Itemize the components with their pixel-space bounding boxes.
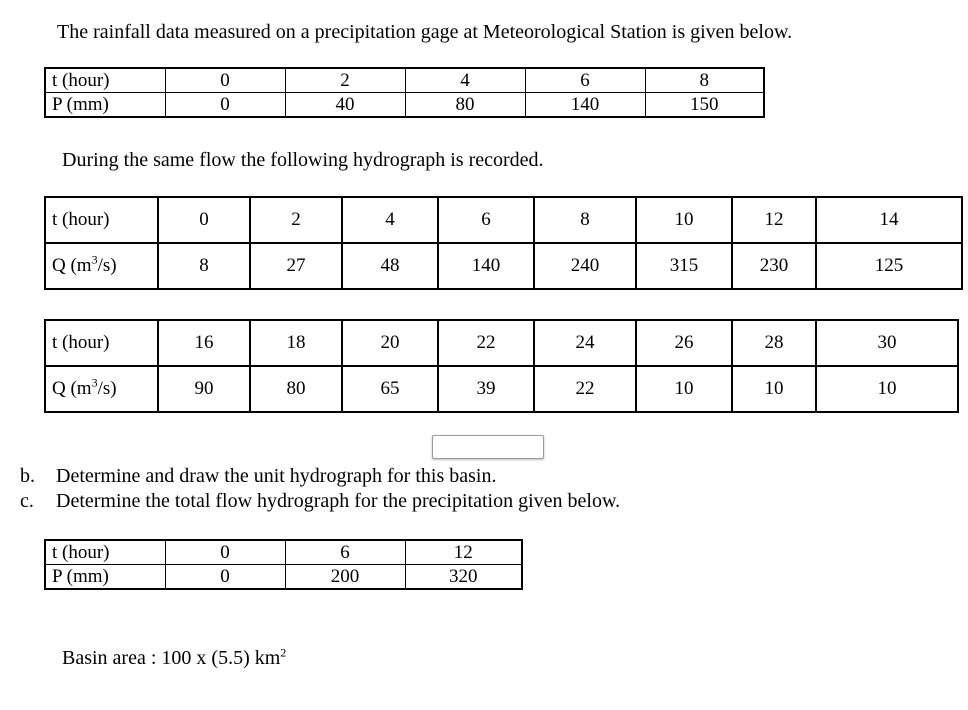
table-cell: 39 xyxy=(438,366,534,412)
table-cell: 8 xyxy=(645,68,764,93)
table-cell: 30 xyxy=(816,320,958,366)
list-marker: c. xyxy=(20,490,34,512)
table-cell: 48 xyxy=(342,243,438,289)
table-cell: 12 xyxy=(405,540,522,565)
table-cell: 40 xyxy=(285,93,405,118)
basin-area-text: Basin area : 100 x (5.5) km xyxy=(62,647,281,669)
table-cell: 320 xyxy=(405,565,522,590)
table-cell: 2 xyxy=(285,68,405,93)
table-cell: 4 xyxy=(342,197,438,243)
q-label-sup: 3 xyxy=(91,252,98,267)
table-row xyxy=(45,320,958,366)
table-cell: 10 xyxy=(732,366,816,412)
t-label: t (hour) xyxy=(45,320,158,366)
q-label xyxy=(45,366,158,412)
table-cell: 22 xyxy=(438,320,534,366)
table-cell: 0 xyxy=(165,93,285,118)
question-b xyxy=(20,465,496,487)
table-cell: 8 xyxy=(158,243,250,289)
hydrograph-table-1 xyxy=(44,196,963,290)
q-label-text: Q (m xyxy=(52,378,92,399)
table-cell: 140 xyxy=(525,93,645,118)
table-cell: 0 xyxy=(165,540,285,565)
table-cell: 12 xyxy=(732,197,816,243)
table-cell: 90 xyxy=(158,366,250,412)
table-cell: 315 xyxy=(636,243,732,289)
q-label-text: Q (m xyxy=(52,255,92,276)
table-cell: 16 xyxy=(158,320,250,366)
t-label: t (hour) xyxy=(45,540,165,565)
question-text: Determine the total flow hydrograph for the precipitation given below. xyxy=(56,490,621,512)
table-cell: 8 xyxy=(534,197,636,243)
table-cell: 140 xyxy=(438,243,534,289)
basin-area-sup: 2 xyxy=(280,645,287,660)
table-cell: 2 xyxy=(250,197,342,243)
q-label-sup: 3 xyxy=(91,375,98,390)
table-cell: 230 xyxy=(732,243,816,289)
table-cell: 125 xyxy=(816,243,962,289)
table-row xyxy=(45,243,962,289)
table-row xyxy=(45,93,764,118)
t-label: t (hour) xyxy=(45,197,158,243)
table-cell: 14 xyxy=(816,197,962,243)
table-row xyxy=(45,197,962,243)
table-row xyxy=(45,540,522,565)
table-cell: 10 xyxy=(816,366,958,412)
table-cell: 150 xyxy=(645,93,764,118)
hydrograph-table-2 xyxy=(44,319,959,413)
table-cell: 200 xyxy=(285,565,405,590)
table-cell: 6 xyxy=(285,540,405,565)
p-label: P (mm) xyxy=(45,565,165,590)
table-cell: 0 xyxy=(165,68,285,93)
table-cell: 80 xyxy=(405,93,525,118)
basin-area xyxy=(62,647,286,669)
table-row xyxy=(45,366,958,412)
table-row xyxy=(45,68,764,93)
table-cell: 6 xyxy=(438,197,534,243)
table-cell: 22 xyxy=(534,366,636,412)
table-row xyxy=(45,565,522,590)
table-cell: 240 xyxy=(534,243,636,289)
rainfall-table-2 xyxy=(44,539,523,590)
list-marker: b. xyxy=(20,465,35,487)
table-cell: 26 xyxy=(636,320,732,366)
q-label-tail: /s) xyxy=(97,378,117,399)
table-cell: 10 xyxy=(636,197,732,243)
intro-text: The rainfall data measured on a precipitation gage at Meteorological Station is given below. xyxy=(57,21,793,43)
table-cell: 18 xyxy=(250,320,342,366)
table-cell: 24 xyxy=(534,320,636,366)
table-cell: 4 xyxy=(405,68,525,93)
table-cell: 10 xyxy=(636,366,732,412)
question-text: Determine and draw the unit hydrograph for this basin. xyxy=(56,465,497,487)
table-cell: 28 xyxy=(732,320,816,366)
q-label xyxy=(45,243,158,289)
table-cell: 6 xyxy=(525,68,645,93)
rainfall-table-1 xyxy=(44,67,765,118)
table-cell: 80 xyxy=(250,366,342,412)
overlay-text-box[interactable] xyxy=(432,435,544,459)
table-cell: 20 xyxy=(342,320,438,366)
question-c xyxy=(20,490,620,512)
table-cell: 0 xyxy=(165,565,285,590)
table-cell: 27 xyxy=(250,243,342,289)
t-label: t (hour) xyxy=(45,68,165,93)
p-label: P (mm) xyxy=(45,93,165,118)
table-cell: 65 xyxy=(342,366,438,412)
q-label-tail: /s) xyxy=(97,255,117,276)
table-cell: 0 xyxy=(158,197,250,243)
flow-text: During the same flow the following hydrograph is recorded. xyxy=(62,149,544,171)
